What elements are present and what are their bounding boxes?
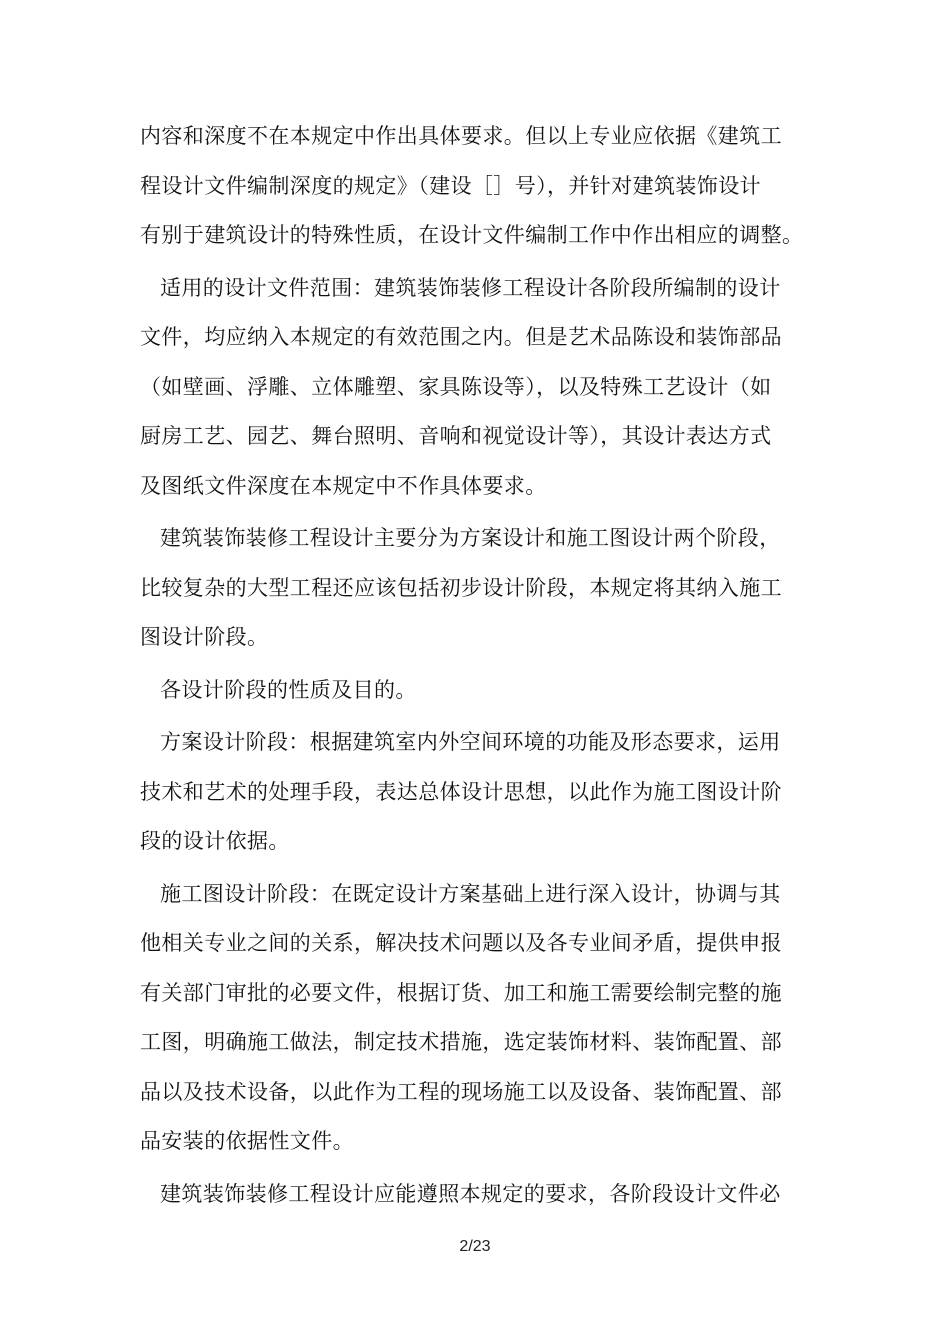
text-line: 各设计阶段的性质及目的。 (160, 677, 417, 702)
paragraph-6 (140, 870, 820, 1167)
text-line: 建筑装饰装修工程设计主要分为方案设计和施工图设计两个阶段， (160, 526, 781, 550)
paragraph-1 (140, 112, 820, 261)
text-line: 品以及技术设备，以此作为工程的现场施工以及设备、装饰配置、部 (140, 1079, 782, 1104)
text-line: 他相关专业之间的关系，解决技术问题以及各专业间矛盾，提供申报 (140, 931, 782, 955)
text-line: 内容和深度不在本规定中作出具体要求。但以上专业应依据《建筑工 (140, 124, 782, 148)
paragraph-4 (140, 666, 820, 716)
document-body (140, 112, 820, 1222)
text-line: 段的设计依据。 (140, 829, 290, 853)
paragraph-7 (140, 1170, 820, 1220)
text-line: 适用的设计文件范围：建筑装饰装修工程设计各阶段所编制的设计 (160, 275, 781, 300)
text-line: 及图纸文件深度在本规定中不作具体要求。 (140, 473, 547, 498)
text-line: 程设计文件编制深度的规定》（建设［］号），并针对建筑装饰设计 (140, 173, 761, 198)
text-line: 厨房工艺、园艺、舞台照明、音响和视觉设计等），其设计表达方式 (140, 424, 772, 448)
text-line: 建筑装饰装修工程设计应能遵照本规定的要求，各阶段设计文件必 (160, 1181, 781, 1206)
page-number: 2/23 (459, 1238, 491, 1255)
text-line: 技术和艺术的处理手段，表达总体设计思想，以此作为施工图设计阶 (140, 779, 782, 804)
text-line: 有别于建筑设计的特殊性质，在设计文件编制工作中作出相应的调整。 (140, 223, 804, 247)
text-line: 有关部门审批的必要文件，根据订货、加工和施工需要绘制完整的施 (140, 980, 782, 1005)
text-line: 图设计阶段。 (140, 625, 269, 649)
paragraph-2 (140, 264, 820, 512)
text-line: 施工图设计阶段：在既定设计方案基础上进行深入设计，协调与其 (160, 881, 781, 906)
text-line: 方案设计阶段：根据建筑室内外空间环境的功能及形态要求，运用 (160, 730, 781, 754)
paragraph-3 (140, 514, 820, 663)
paragraph-5 (140, 718, 820, 867)
text-line: （如壁画、浮雕、立体雕塑、家具陈设等），以及特殊工艺设计（如 (140, 374, 772, 399)
text-line: 文件，均应纳入本规定的有效范围之内。但是艺术品陈设和装饰部品 (140, 325, 782, 349)
text-line: 比较复杂的大型工程还应该包括初步设计阶段，本规定将其纳入施工 (140, 575, 782, 600)
text-line: 品安装的依据性文件。 (140, 1129, 354, 1153)
text-line: 工图，明确施工做法，制定技术措施，选定装饰材料、装饰配置、部 (140, 1030, 782, 1054)
